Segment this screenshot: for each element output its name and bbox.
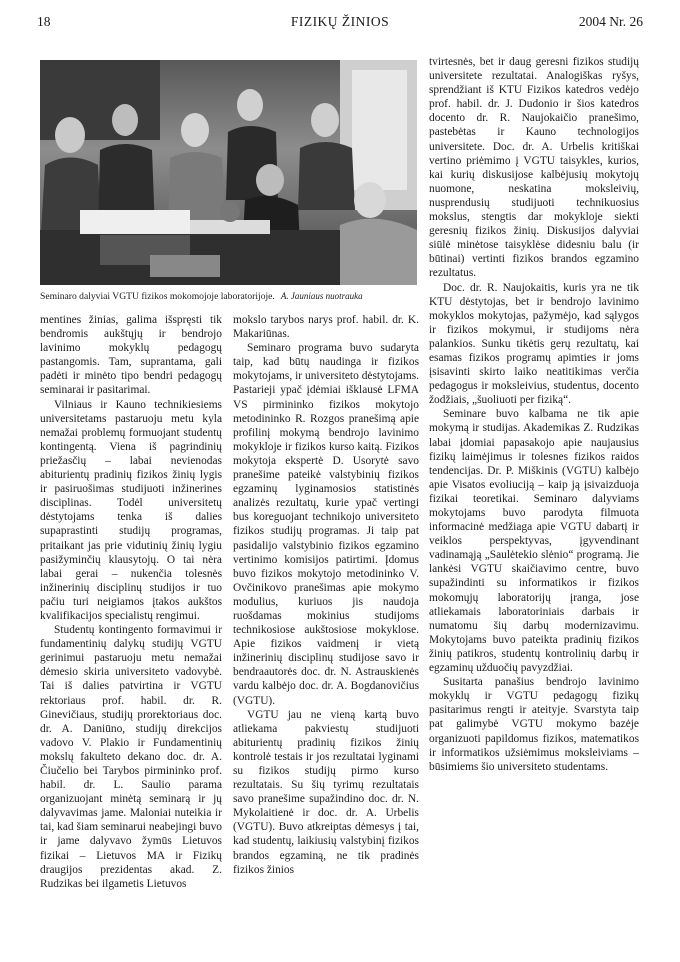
paragraph: Seminaro programa buvo sudaryta taip, kad būtų naudinga ir fizikos mokytojams, ir universiteto dėstytojams. Pastarieji ypač įdėmiai išklausė LFMA VS pirmininko fizikos mokytojo metodininko R. Rozgos pranešimą apie profilinį mokymą bendrojo lavinimo mokykloje ir fizikos kurso kaitą. Fizikos mokytoja ekspertė D. Usorytė savo pranešime pateikė valstybinių fizikos egzaminų lyginamosios statistinės analizės rezultatų, kurie ypač vertingi bus koreguojant technikojo universiteto fizikos studijų programas. Ji taip pat pasidalijo valstybinio fizikos egzamino vertinimo komisijos patirtimi. Įdomus buvo fizikos mokytojo metodininko V. Ovčinikovo pranešimas apie mokymo modulius, kuriuos jis naudoja ruošdamas mokinius studijoms technikosiose aukštosiose mokyklose. Apie fizikos vaidmenį ir vietą inžinerinių disciplinų studijose savo ir bendraautorės doc. dr. N. Astrauskienės vardu kalbėjo doc. dr. A. Bogdanovičius (VGTU). xyxy=(233,342,419,707)
paragraph: Seminare buvo kalbama ne tik apie mokymą ir studijas. Akademikas Z. Rudzikas labai įdomiai papasakojo apie naujausius fizikų laimėjimus ir tolesnes fizikos raidos tendencijas. Dr. P. Miškinis (VGTU) kalbėjo apie Visatos evoliuciją – kaip ją įsivaizduoja fizikai teoretikai. Seminaro dalyviams mokytojams buvo parodyta filmuota informacinė medžiaga apie VGTU dabartį ir veiklos perspektyvas, įgyvendinant vadinamąją „Saulėtekio slėnio“ programą. Jie lankėsi VGTU skaičiavimo centre, buvo supažindinti su informatikos ir fizikos mokomųjų laboratorijų įranga, jose atliekamais laboratoriniais darbais ir numatomu šių darbų modernizavimu. Mokytojams buvo pateikta pradinių fizikos žinių patikros, studentų kontrolinių darbų ir egzaminų užduočių pavyzdžiai. xyxy=(429,408,639,675)
paragraph: mokslo tarybos narys prof. habil. dr. K. Makariūnas. xyxy=(233,314,419,341)
photo-credit: A. Jauniaus nuotrauka xyxy=(280,291,363,301)
article-column-2 xyxy=(233,313,419,877)
paragraph: mentines žinias, galima išspręsti tik bendromis aukštųjų ir bendrojo lavinimo mokyklų pedagogų pastangomis. Tam, suprantama, gali padėti ir minėto tipo bendri pedagogų seminarai ir pasitarimai. xyxy=(40,314,222,397)
paragraph: Vilniaus ir Kauno technikiesiems universitetams pastaruoju metu kyla nemažai problemų formuojant studentų kontingentą. Viena iš pagrindinių priežasčių – labai nevienodas abiturientų pradinių fizikos žinių lygis ir pasiruošimas studijuoti inžinerines disciplinas. Todėl universitetų dėstytojams tenka iš dalies supaprastinti studijų programas, pritaikant jas prie vidutinių žinių lygiu pasižyminčių klausytojų. O tai nėra labai gerai – nukenčia tolesnės inžinerinių disciplinų studijos ir tuo pačiu turi neigiamos įtakos aukštos kvalifikacijos specialistų rengimui. xyxy=(40,398,222,622)
paragraph: Doc. dr. R. Naujokaitis, kuris yra ne tik KTU dėstytojas, bet ir bendrojo lavinimo mokyklos mokytojas, pažymėjo, kad sąlygos ir fizikos mokymui, ir studijoms nėra palankios. Sunku tikėtis gerų rezultatų, kai esamas fizikos programų apimties ir joms įsisavinti skirto laiko neatitikimas verčia pedagogus ir moksleivius, studentus, docento žodžiais, „šuoliuoti per fiziką“. xyxy=(429,281,639,407)
paragraph: VGTU jau ne vieną kartą buvo atliekama pakviestų studijuoti abiturientų pradinių fizikos žinių kontrolė testais ir jos rezultatai lyginami su fizikos studijų pirmo kurso rezultatais. Su šių tyrimų rezultatais savo pranešime supažindino doc. dr. N. Mykolaitienė ir doc. dr. A. Urbelis (VGTU). Buvo atkreiptas dėmesys į tai, kad studentų, laikiusių valstybinį fizikos brandos egzaminą, ne tik pradinės fizikos žinios xyxy=(233,708,419,876)
publication-title: FIZIKŲ ŽINIOS xyxy=(290,14,390,29)
paragraph: Susitarta panašius bendrojo lavinimo mokyklų ir VGTU pedagogų fizikų pasitarimus rengti ir ateityje. Svarstyta taip pat galimybė VGTU mokymo bazėje organizuoti papildomus fizikos, matematikos ir informatikos užsiėmimus moksleiviams – būsimiems šio universiteto studentams. xyxy=(429,676,639,773)
paragraph: tvirtesnės, bet ir daug geresni fizikos studijų universitete rezultatai. Analogiškas ryšys, sprendžiant iš KTU Fizikos katedros vedėjo prof. habil. dr. J. Dudonio ir šios katedros docento dr. R. Naujokaičio pranešimo, pastebėtas ir Kauno technologijos universitete. Doc. dr. A. Urbelis kritiškai vertino priėmimo į VGTU taisykles, kurios, kai kurių diskusijose kalbėjusių mokytojų nuomone, neskatina moksleivių, nusprendusių studijuoti technikuosius mokslus, stengtis dar mokykloje siekti geresnių fizikos žinių. Diskusijos dalyviai siūlė minėtose taisyklėse didesniu balu (ir būtinai) vertinti fizikos brandos egzamino rezultatus. xyxy=(429,56,639,280)
photo-caption xyxy=(40,291,420,302)
caption-text: Seminaro dalyviai VGTU fizikos mokomojoje laboratorijoje. xyxy=(40,291,275,302)
article-column-1 xyxy=(40,313,222,891)
paragraph: Studentų kontingento formavimui ir fundamentinių dalykų studijų VGTU gerinimui pastaruoju metu nemažai dėmesio skiria universiteto vadovybė. Tai iš dalies patvirtina ir VGTU rektoriaus prof. habil. dr. R. Ginevičiaus, studijų prorektoriaus doc. dr. A. Daniūno, studijų direkcijos vadovo V. Plakio ir Fundamentinių mokslų fakulteto dekano doc. dr. A. Čiučelio bei Tarybos pirmininko prof. habil. dr. L. Saulio parama organizuojant minėtą seminarą ir jų dalyvavimas jame. Maloniai nuteikia ir tai, kad šiam seminarui neabejingi buvo ir jame dalyvavo žymūs Lietuvos fizikai – Lietuvos MA ir Fizikų draugijos prezidentas akad. Z. Rudzikas bei ilgametis Lietuvos xyxy=(40,624,222,890)
page-header xyxy=(0,14,680,34)
page-number: 18 xyxy=(37,14,51,29)
article-column-3 xyxy=(429,55,639,774)
seminar-photo xyxy=(40,60,417,285)
issue-label: 2004 Nr. 26 xyxy=(578,14,643,29)
